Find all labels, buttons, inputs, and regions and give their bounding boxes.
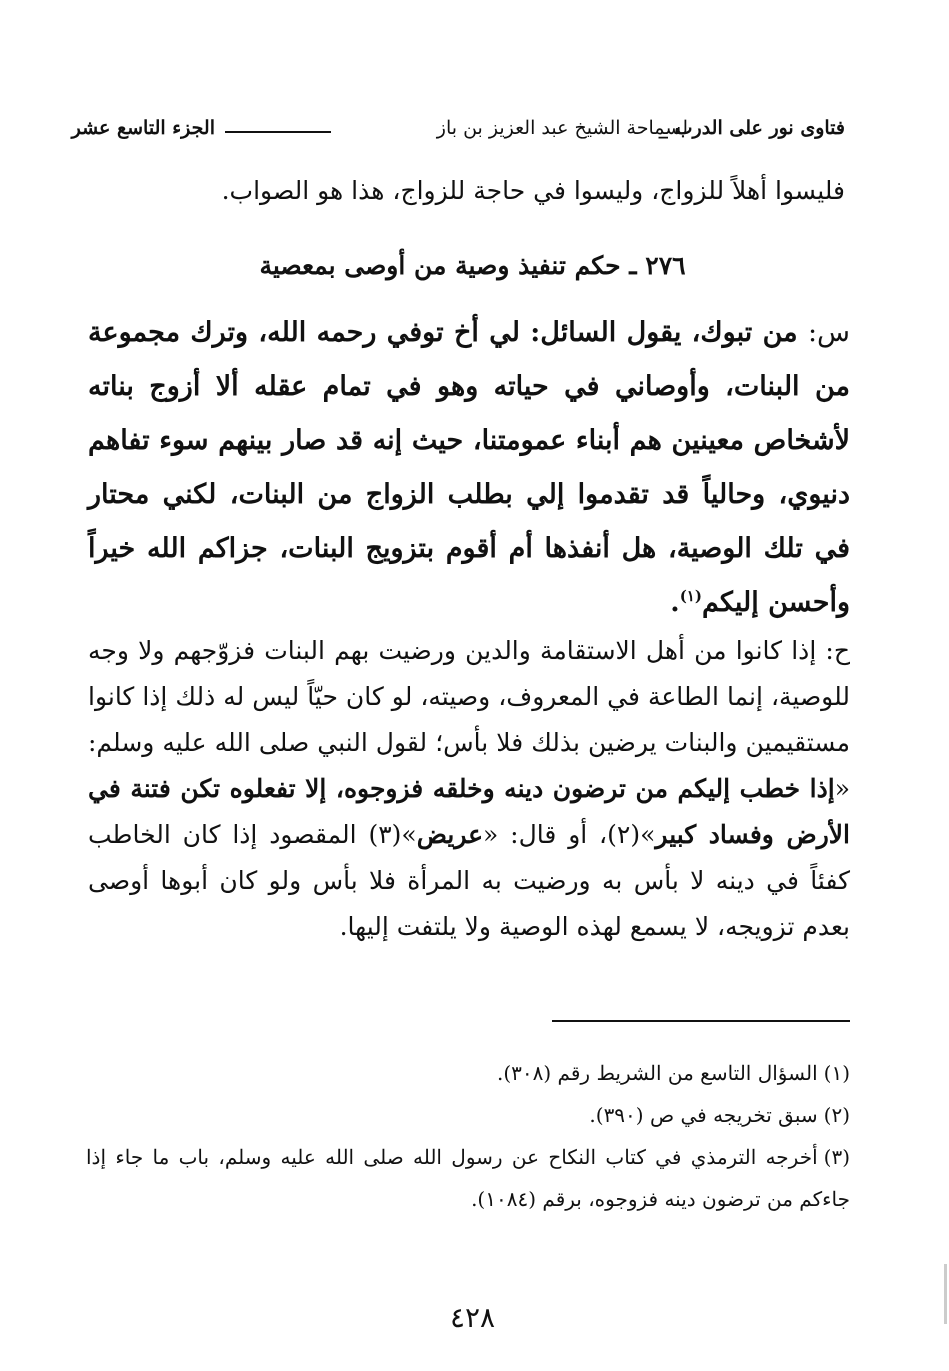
running-head <box>71 112 845 144</box>
footnote-text: السؤال التاسع من الشريط رقم (٣٠٨). <box>496 1061 818 1085</box>
footnote-number: (٣) <box>823 1145 851 1169</box>
footnote-marker-2: »(٢) <box>607 820 656 849</box>
footnote-number: (٢) <box>823 1103 850 1127</box>
footnote-marker-3: »(٣) <box>368 820 417 849</box>
running-head-book-title: فتاوى نور على الدرب _ <box>658 117 845 139</box>
footnote-number: (١) <box>823 1061 850 1085</box>
scan-edge-mark <box>944 1264 947 1324</box>
question-prefix: س: <box>807 317 850 348</box>
footnote-3 <box>86 1136 850 1220</box>
running-head-rule <box>225 131 331 133</box>
continued-paragraph: فليسوا أهلاً للزواج، وليسوا في حاجة للزواج، هذا هو الصواب. <box>221 176 845 205</box>
hadith-quote-2: عريض <box>416 820 484 849</box>
answer-paragraph <box>88 628 850 950</box>
question-paragraph <box>88 306 850 630</box>
footnote-marker-1: (١) <box>679 587 702 605</box>
question-text: من تبوك، يقول السائل: لي أخ توفي رحمه الله، وترك مجموعة من البنات، وأوصاني في حياته وهو في تمام عقله ألا أزوج بناته لأشخاص معينين هم أبناء عمومتنا، حيث إنه قد صار بينهم سوء تفاهم دنيوي، وحالياً قد تقدموا إلي بطلب الزواج من البنات، لكني محتار في تلك الوصية، هل أنفذها أم أقوم بتزويج البنات، جزاكم الله خيراً وأحسن إليكم <box>88 317 850 618</box>
answer-part-2: ، أو قال: « <box>483 820 608 849</box>
footnote-separator <box>552 1020 850 1022</box>
footnotes <box>86 1052 850 1220</box>
running-head-author: لسماحة الشيخ عبد العزيز بن باز <box>436 117 688 139</box>
section-heading: ٢٧٦ ـ حكم تنفيذ وصية من أوصى بمعصية <box>259 251 686 280</box>
question-end: . <box>670 587 680 618</box>
hadith-quote-1: إذا خطب إليكم من ترضون دينه وخلقه فزوجوه، إلا تفعلوه تكن فتنة في الأرض وفساد كبير <box>88 774 850 849</box>
footnote-text: سبق تخريجه في ص (٣٩٠). <box>589 1103 818 1127</box>
footnote-1 <box>86 1052 850 1094</box>
answer-part-1: ح: إذا كانوا من أهل الاستقامة والدين ورضيت بهم البنات فزوّجهم ولا وجه للوصية، إنما الطاعة في المعروف، وصيته، لو كان حيّاً ليس له ذلك إذا كانوا مستقيمين والبنات يرضين بذلك فلا بأس؛ لقول النبي صلى الله عليه وسلم: « <box>88 636 850 803</box>
footnote-text: أخرجه الترمذي في كتاب النكاح عن رسول الله صلى الله عليه وسلم، باب ما جاء إذا جاءكم من ترضون دينه فزوجوه، برقم (١٠٨٤). <box>86 1145 850 1211</box>
footnote-2 <box>86 1094 850 1136</box>
answer-part-3: المقصود إذا كان الخاطب كفئاً في دينه لا بأس به ورضيت به المرأة فلا بأس ولو كان أبوها أوصى بعدم تزويجه، لا يسمع لهذه الوصية ولا يلتفت إليها. <box>88 820 850 941</box>
running-head-part: الجزء التاسع عشر <box>71 117 215 139</box>
page-number: ٤٢٨ <box>449 1301 496 1334</box>
